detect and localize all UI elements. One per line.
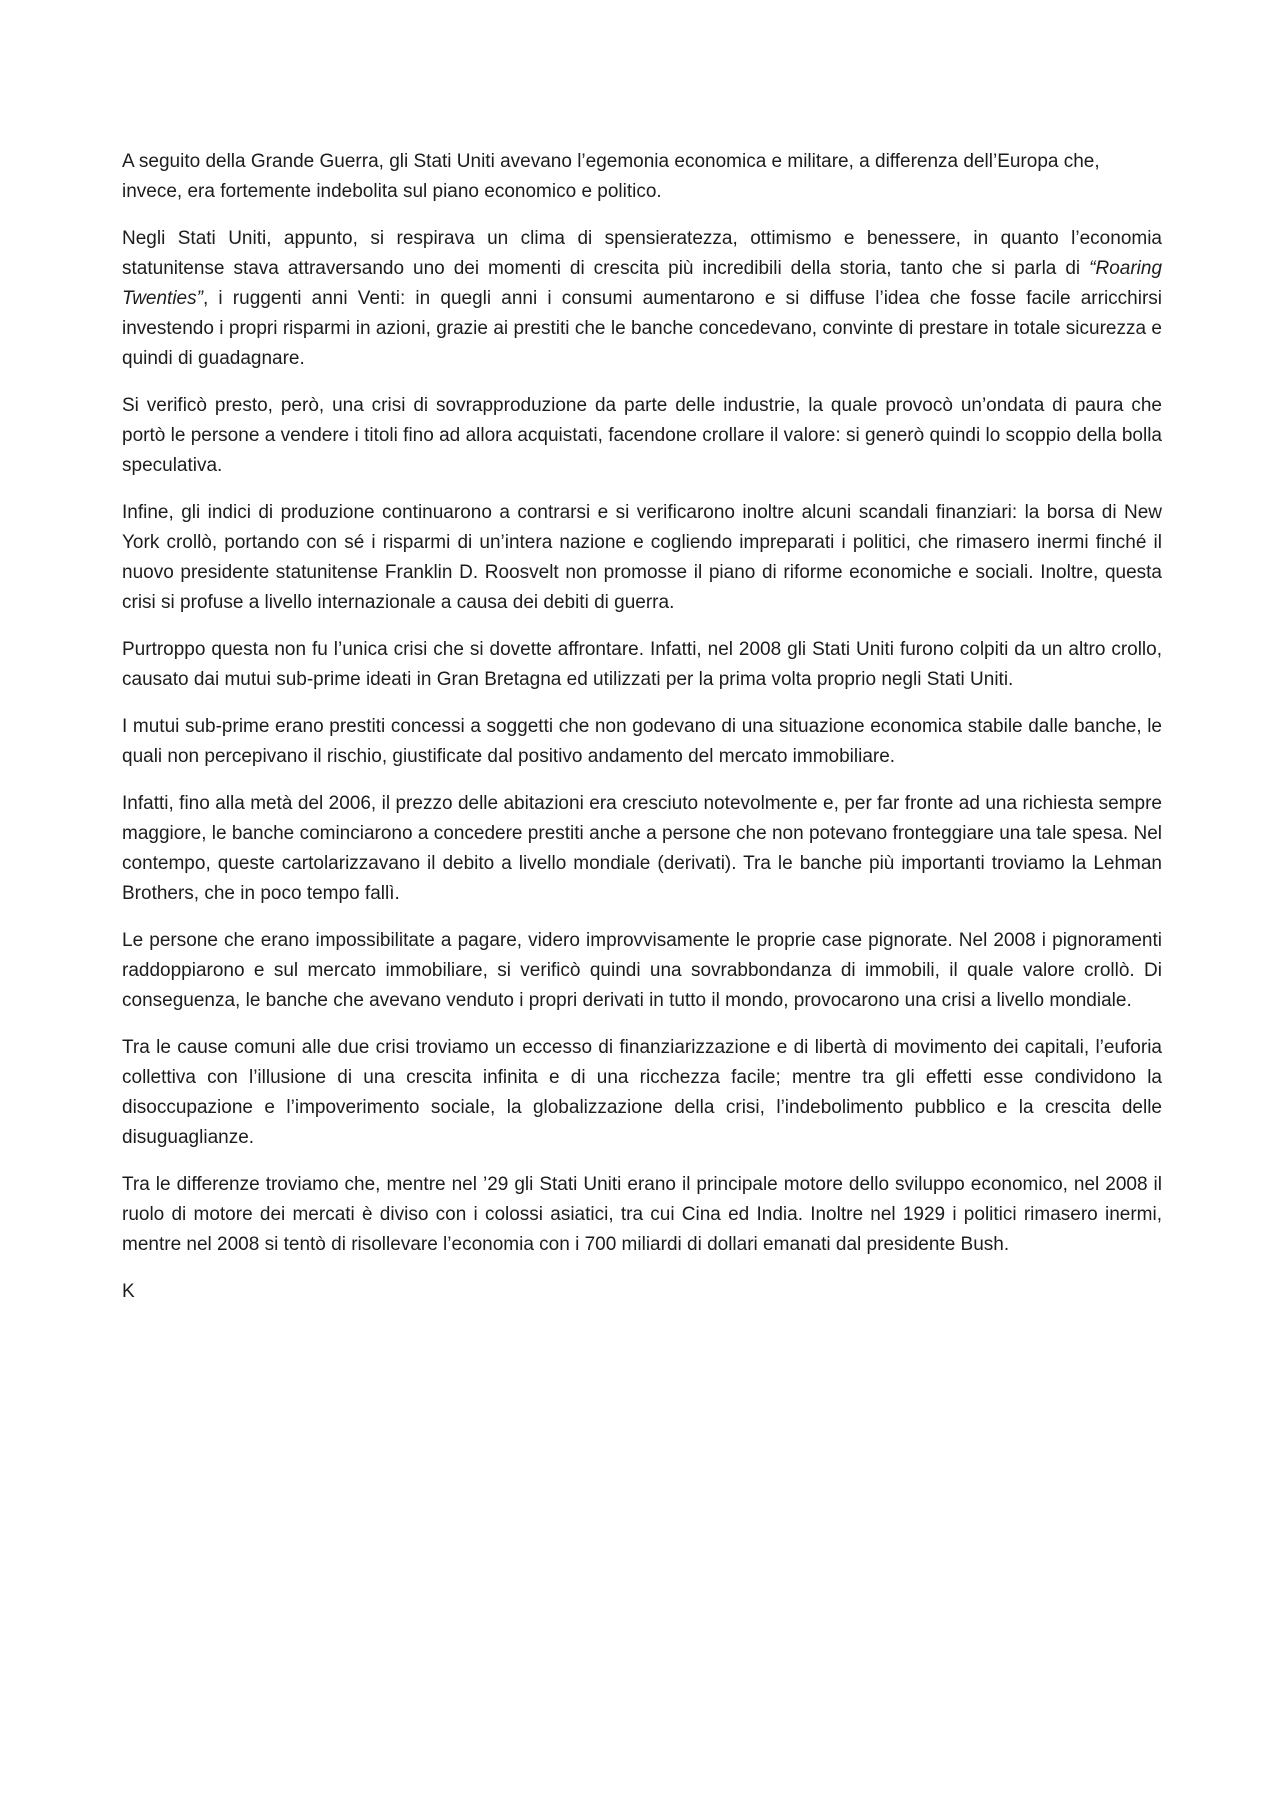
paragraph-7: Infatti, fino alla metà del 2006, il prezzo delle abitazioni era cresciuto notevolmente e, per far fronte ad una richiesta sempre maggiore, le banche cominciarono a concedere prestiti anche a persone che non potevano fronteggiare una tale spesa. Nel contempo, queste cartolarizzavano il debito a livello mondiale (derivati). Tra le banche più importanti troviamo la Lehman Brothers, che in poco tempo fallì. (122, 793, 1162, 904)
paragraph-4: Infine, gli indici di produzione continuarono a contrarsi e si verificarono inoltre alcuni scandali finanziari: la borsa di New York crollò, portando con sé i risparmi di un’intera nazione e cogliendo impreparati i politici, che rimasero inermi finché il nuovo presidente statunitense Franklin D. Roosvelt non promosse il piano di riforme economiche e sociali. Inoltre, questa crisi si profuse a livello internazionale a causa dei debiti di guerra. (122, 502, 1162, 613)
paragraph-3: Si verificò presto, però, una crisi di sovrapproduzione da parte delle industrie, la quale provocò un’ondata di paura che portò le persone a vendere i titoli fino ad allora acquistati, facendone crollare il valore: si generò quindi lo scoppio della bolla speculativa. (122, 395, 1162, 476)
paragraph-5: Purtroppo questa non fu l’unica crisi che si dovette affrontare. Infatti, nel 2008 gli Stati Uniti furono colpiti da un altro crollo, causato dai mutui sub-prime ideati in Gran Bretagna ed utilizzati per la prima volta proprio negli Stati Uniti. (122, 639, 1162, 690)
paragraph-1: A seguito della Grande Guerra, gli Stati Uniti avevano l’egemonia economica e militare, a differenza dell’Europa che, invece, era fortemente indebolita sul piano economico e politico. (122, 151, 1100, 202)
paragraph-2-text: Negli Stati Uniti, appunto, si respirava un clima di spensieratezza, ottimismo e benessere, in quanto l’economia statunitense stava attraversando uno dei momenti di crescita più incredibili della storia, tanto che si parla di (122, 228, 1162, 279)
paragraph-10: Tra le differenze troviamo che, mentre nel ’29 gli Stati Uniti erano il principale motore dello sviluppo economico, nel 2008 il ruolo di motore dei mercati è diviso con i colossi asiatici, tra cui Cina ed India. Inoltre nel 1929 i politici rimasero inermi, mentre nel 2008 si tentò di risollevare l’economia con i 700 miliardi di dollari emanati dal presidente Bush. (122, 1174, 1162, 1255)
paragraph-9: Tra le cause comuni alle due crisi troviamo un eccesso di finanziarizzazione e di libertà di movimento dei capitali, l’euforia collettiva con l’illusione di una crescita infinita e di una ricchezza facile; mentre tra gli effetti esse condividono la disoccupazione e l’impoverimento sociale, la globalizzazione della crisi, l’indebolimento pubblico e la crescita delle disuguaglianze. (122, 1037, 1162, 1148)
paragraph-6: I mutui sub-prime erano prestiti concessi a soggetti che non godevano di una situazione economica stabile dalle banche, le quali non percepivano il rischio, giustificate dal positivo andamento del mercato immobiliare. (122, 716, 1162, 767)
document-body (122, 147, 1162, 1307)
paragraph-2-rest: , i ruggenti anni Venti: in quegli anni i consumi aumentarono e si diffuse l’idea che fosse facile arricchirsi investendo i propri risparmi in azioni, grazie ai prestiti che le banche concedevano, convinte di prestare in totale sicurezza e quindi di guadagnare. (122, 288, 1162, 369)
roaring-twenties-italic: “Roaring Twenties” (122, 258, 1163, 309)
signature: K (122, 1281, 135, 1302)
paragraph-2 (122, 224, 1162, 374)
paragraph-8: Le persone che erano impossibilitate a pagare, videro improvvisamente le proprie case pignorate. Nel 2008 i pignoramenti raddoppiarono e sul mercato immobiliare, si verificò quindi una sovrabbondanza di immobili, il quale valore crollò. Di conseguenza, le banche che avevano venduto i propri derivati in tutto il mondo, provocarono una crisi a livello mondiale. (122, 930, 1162, 1011)
